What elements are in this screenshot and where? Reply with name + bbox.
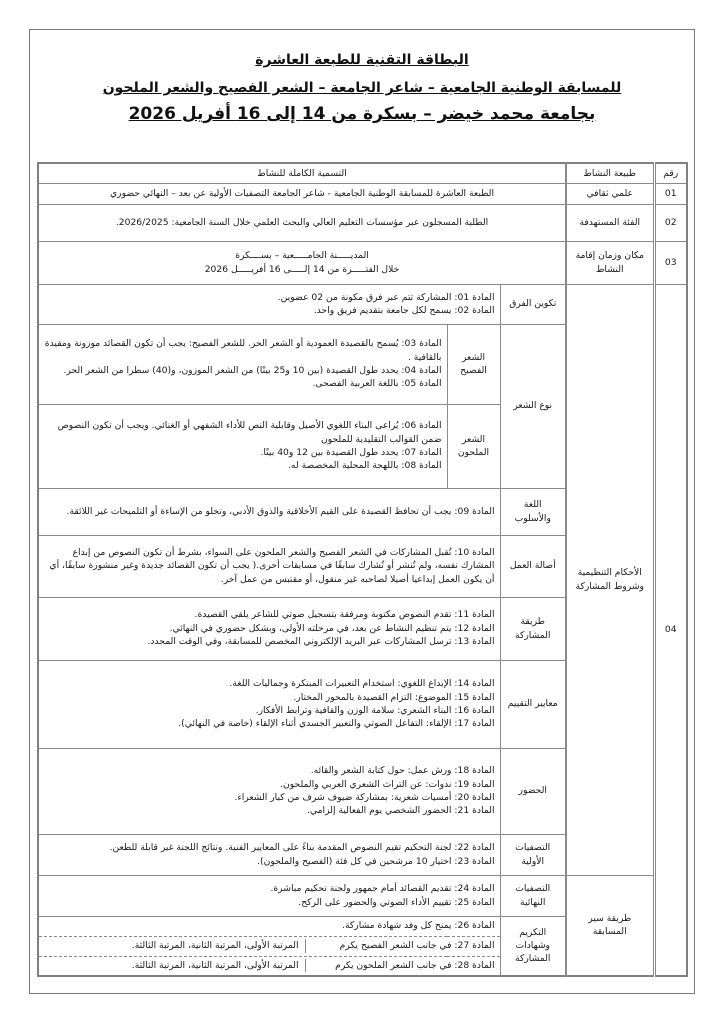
header-activity-name: التسمية الكاملة للنشاط bbox=[38, 163, 566, 183]
section-content bbox=[38, 916, 500, 936]
period-line: خلال الفتـــــرة من 14 إلـــــى 16 أفريـــــل 2026 bbox=[204, 263, 400, 275]
article-line: المادة 19: ندوات: عن التراث الشعري العربي والملحون. bbox=[280, 778, 495, 790]
venue-line: المديـــــنة الجامـــــعية – بســــكرة bbox=[235, 250, 369, 262]
row-label: علمي ثقافي bbox=[566, 183, 654, 204]
row-label: مكان وزمان إقامة النشاط bbox=[566, 241, 654, 284]
article-line: المادة 04: يحدد طول القصيدة (بين 10 و25 بيتًا) من الشعر الموزون، و(40) سطرا من الشعر الحر. bbox=[63, 365, 442, 376]
article-line: المادة 16: البناء الشعري: سلامة الوزن والقافية وترابط الأفكار. bbox=[255, 705, 495, 716]
article-line: المادة 25: تقييم الأداء الصوتي والحضور على الركح. bbox=[298, 896, 495, 908]
article-line: المادة 20: أمسيات شعرية: بمشاركة ضيوف شرف من كبار الشعراء. bbox=[234, 792, 495, 803]
article-line: المادة 07: يحدد طول القصيدة بين 12 و40 بيتًا. bbox=[260, 447, 442, 458]
header-number: رقم bbox=[654, 163, 687, 183]
ranking-list: المرتبة الأولى، المرتبة الثانية، المرتبة الثالثة. bbox=[131, 940, 299, 952]
row-number: 01 bbox=[654, 183, 687, 204]
article-line: المادة 06: يُراعى البناء اللغوي الأصيل وقابلية النص للأداء الشفهي أو الغنائي. ويجب أن تكون النصوص ضمن القوالب التقليدية للملحون bbox=[57, 420, 442, 445]
row-text: الطبعة العاشرة للمسابقة الوطنية الجامعية - شاعر الجامعة التصفيات الأولية عن بعد – النهائي حضوري bbox=[38, 183, 566, 204]
article-line: المادة 11: تقدم النصوص مكتوبة ومرفقة بتسجيل صوتي للشاعر يلقي القصيدة. bbox=[194, 609, 495, 621]
group-label-rules: الأحكام التنظيمية وشروط المشاركة bbox=[566, 284, 654, 875]
article-line: المادة 28: في جانب الشعر الملحون يكرم bbox=[305, 959, 495, 972]
section-content bbox=[38, 875, 500, 916]
section-content bbox=[38, 834, 500, 875]
section-label: طريقة المشاركة bbox=[500, 597, 566, 660]
article-line: المادة 27: في جانب الشعر الفصيح يكرم bbox=[305, 939, 495, 952]
ranking-list: المرتبة الأولى، المرتبة الثانية، المرتبة الثالثة. bbox=[131, 960, 299, 972]
section-content bbox=[38, 936, 500, 956]
article-line: المادة 10: تُقبل المشاركات في الشعر الفصيح والشعر الملحون على السواء، بشرط أن تكون النصوص من إبداع المشارك نفسه، ولم تُنشر أو تُشارك سابقًا في مسابقات أخرى.( يجب أن تكون القصائد جديدة وغير منشورة سابقًا، أي أن يكون العمل إبداعيا أصيلا لصاحبه غير منقول، أو مقتبس من عمل آخر. bbox=[49, 546, 495, 585]
document-title: البطاقة التقنية للطبعة العاشرة bbox=[255, 52, 469, 68]
section-content bbox=[38, 660, 500, 748]
row-text: الطلبة المسجلون عبر مؤسسات التعليم العالي والبحث العلمي خلال السنة الجامعية: 2026/2025. bbox=[38, 204, 566, 241]
row-number: 02 bbox=[654, 204, 687, 241]
article-line: المادة 17: الإلقاء: التفاعل الصوتي والتعبير الجسدي أثناء الإلقاء (خاصة في النهائي). bbox=[178, 718, 495, 730]
section-content bbox=[38, 597, 500, 660]
section-label: اللغة والأسلوب bbox=[500, 488, 566, 535]
section-label: الحضور bbox=[500, 748, 566, 834]
section-label: أصالة العمل bbox=[500, 535, 566, 597]
section-label: التكريم وشهادات المشاركة bbox=[500, 916, 566, 976]
table-row bbox=[38, 284, 687, 324]
activity-table bbox=[37, 162, 688, 977]
row-label: الفئة المستهدفة bbox=[566, 204, 654, 241]
article-line: المادة 01: المشاركة تتم عبر فرق مكونة من 02 عضوين. bbox=[277, 291, 495, 303]
header-activity-type: طبيعة النشاط bbox=[566, 163, 654, 183]
row-number: 03 bbox=[654, 241, 687, 284]
group-label-competition: طريقة سير المسابقة bbox=[566, 875, 654, 976]
table-header-row bbox=[38, 163, 687, 183]
section-content bbox=[38, 748, 500, 834]
table-row bbox=[38, 875, 687, 916]
section-label: التصفيات الأولية bbox=[500, 834, 566, 875]
article-line: المادة 24: تقديم القصائد أمام جمهور ولجنة تحكيم مباشرة. bbox=[270, 883, 495, 895]
subsection-label: الشعر الملحون bbox=[447, 404, 500, 488]
row-number: 04 bbox=[654, 284, 687, 976]
article-line: المادة 12: يتم تنظيم النشاط عن بعد، في مرحلته الأولى، وبشكل حضوري في النهائي. bbox=[169, 622, 495, 634]
section-content bbox=[38, 404, 447, 488]
section-label: نوع الشعر bbox=[500, 324, 566, 488]
article-line: المادة 05: باللغة العربية الفصحى. bbox=[312, 378, 442, 390]
section-label: تكوين الفرق bbox=[500, 284, 566, 324]
article-line: المادة 15: الموضوع: التزام القصيدة بالمحور المختار. bbox=[293, 691, 495, 703]
document-subtitle: للمسابقة الوطنية الجامعية – شاعر الجامعة – الشعر الفصيح والشعر الملحون bbox=[102, 80, 622, 96]
row-text bbox=[38, 241, 566, 284]
article-line: المادة 26: يمنح كل وفد شهادة مشاركة. bbox=[342, 920, 495, 932]
article-line: المادة 03: يُسمح بالقصيدة العمودية أو الشعر الحر. للشعر الفصيح: يجب أن تكون القصائد موزونة ومقيدة بالقافية . bbox=[44, 338, 442, 363]
subsection-label: الشعر الفصيح bbox=[447, 324, 500, 404]
article-line: المادة 13: ترسل المشاركات عبر البريد الإلكتروني المخصص للمسابقة، وفي الوقت المحدد. bbox=[147, 636, 495, 648]
section-content bbox=[38, 324, 447, 404]
section-label: التصفيات النهائية bbox=[500, 875, 566, 916]
article-line: المادة 09: يجب أن تحافظ القصيدة على القيم الأخلاقية والذوق الأدبي، وتخلو من الإساءة أو التلميحات غير اللائقة. bbox=[66, 505, 495, 517]
section-label: معايير التقييم bbox=[500, 660, 566, 748]
table-row bbox=[38, 241, 687, 284]
article-line: المادة 14: الإبداع اللغوي: استخدام التعبيرات المبتكرة وجماليات اللغة. bbox=[229, 678, 495, 690]
article-line: المادة 23: اختيار 10 مرشحين في كل فئة (الفصيح والملحون). bbox=[257, 855, 495, 867]
section-content bbox=[38, 535, 500, 597]
section-content bbox=[38, 284, 500, 324]
article-line: المادة 02: يسمح لكل جامعة بتقديم فريق واحد. bbox=[313, 305, 495, 316]
section-content bbox=[38, 956, 500, 976]
table-row bbox=[38, 204, 687, 241]
article-line: المادة 22: لجنة التحكيم تقيم النصوص المقدمة بناءً على المعايير الفنية. ونتائج اللجنة غير قابلة للطعن. bbox=[109, 842, 495, 854]
article-line: المادة 08: باللهجة المحلية المخصصة له. bbox=[288, 460, 442, 472]
article-line: المادة 18: ورش عمل: حول كتابة الشعر والقائه. bbox=[310, 765, 495, 777]
table-row bbox=[38, 183, 687, 204]
section-content bbox=[38, 488, 500, 535]
document-location-date: بجامعة محمد خيضر – بسكرة من 14 إلى 16 أفريل 2026 bbox=[128, 104, 596, 124]
article-line: المادة 21: الحضور الشخصي يوم الفعالية إلزامي. bbox=[307, 805, 495, 817]
